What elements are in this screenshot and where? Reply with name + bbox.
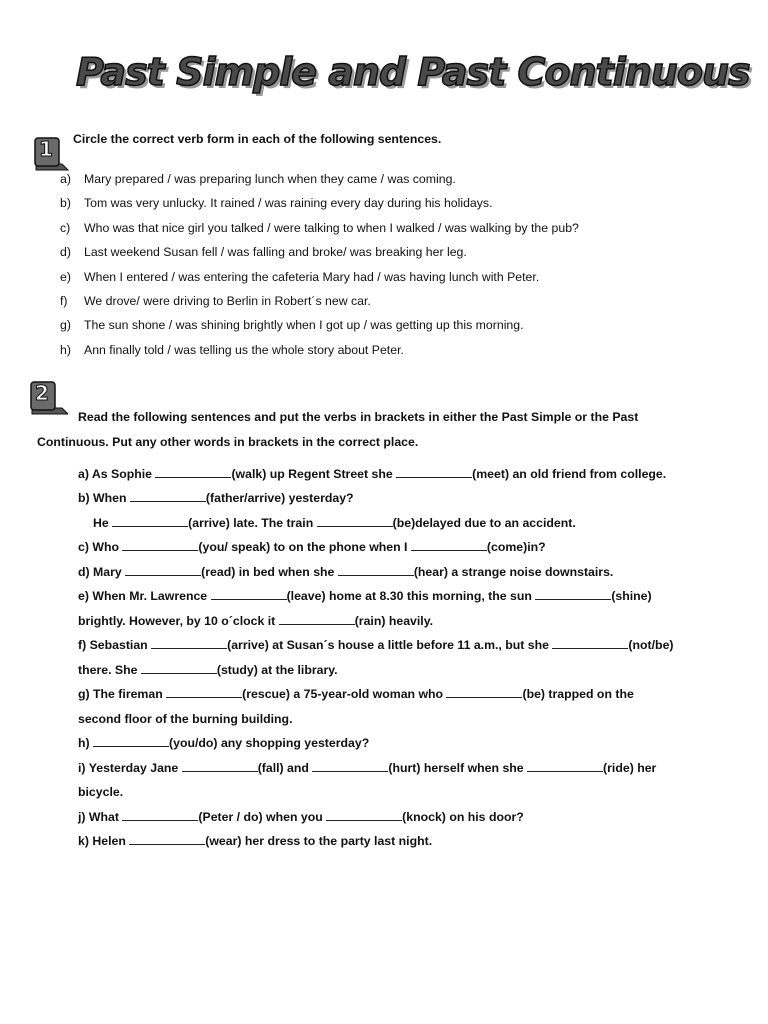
sentence-text: (ride) her [603, 761, 657, 775]
sentence-text: k) Helen [78, 834, 130, 848]
item-letter: g) [60, 318, 71, 333]
answer-blank[interactable] [312, 760, 388, 772]
answer-blank[interactable] [396, 466, 472, 478]
sentence-text: (come)in? [486, 540, 546, 554]
sentence-text: (arrive) at Susan´s house a little before 11 a.m., but she [227, 638, 553, 652]
exercise-1-number-badge [32, 132, 72, 172]
exercise-2-line [78, 760, 656, 776]
exercise-2-line [78, 588, 652, 604]
exercise-1-item [60, 342, 404, 358]
sentence-text: (shine) [611, 589, 652, 603]
exercise-2-line [78, 735, 369, 751]
sentence-text: brightly. However, by 10 o´clock it [78, 614, 279, 628]
exercise-2-number-badge [28, 376, 68, 416]
item-letter: b) [60, 196, 71, 211]
item-sentence[interactable]: We drove/ were driving to Berlin in Robert´s new car. [84, 294, 371, 308]
sentence-text: (you/ speak) to on the phone when I [198, 540, 411, 554]
exercise-2-line [78, 466, 666, 482]
item-sentence[interactable]: Tom was very unlucky. It rained / was raining every day during his holidays. [84, 196, 493, 211]
answer-blank[interactable] [155, 466, 231, 478]
answer-blank[interactable] [527, 760, 603, 772]
sentence-text: g) The fireman [78, 687, 167, 701]
page-title: Past Simple and Past Continuous [76, 50, 750, 94]
exercise-2-line [78, 637, 674, 653]
item-letter: d) [60, 245, 71, 260]
sentence-text: (fall) and [257, 761, 313, 775]
answer-blank[interactable] [446, 686, 522, 698]
sentence-text: (rescue) a 75-year-old woman who [242, 687, 447, 701]
answer-blank[interactable] [326, 809, 402, 821]
item-letter: a) [60, 172, 71, 186]
sentence-text: j) What [78, 810, 123, 824]
sentence-text: i) Yesterday Jane [78, 761, 182, 775]
sentence-text: (arrive) late. The train [188, 516, 317, 530]
answer-blank[interactable] [129, 833, 205, 845]
answer-blank[interactable] [93, 735, 169, 747]
answer-blank[interactable] [552, 637, 628, 649]
answer-blank[interactable] [317, 515, 393, 527]
answer-blank[interactable] [141, 662, 217, 674]
sentence-text: c) Who [78, 540, 123, 554]
sentence-text: f) Sebastian [78, 638, 152, 652]
exercise-2-line [78, 490, 354, 506]
answer-blank[interactable] [411, 539, 487, 551]
answer-blank[interactable] [211, 588, 287, 600]
sentence-text: (you/do) any shopping yesterday? [169, 736, 370, 750]
sentence-text: (walk) up Regent Street she [231, 467, 397, 481]
exercise-1-instruction: Circle the correct verb form in each of the following sentences. [73, 132, 442, 146]
sentence-text: b) When [78, 491, 130, 505]
sentence-text: d) Mary [78, 565, 126, 579]
sentence-text: (wear) her dress to the party last night. [205, 834, 433, 848]
exercise-1-item [60, 293, 371, 309]
exercise-1-item [60, 220, 579, 236]
exercise-2-instruction-line-2: Continuous. Put any other words in brackets in the correct place. [37, 435, 419, 449]
sentence-text: (study) at the library. [216, 663, 338, 677]
sentence-text: (rain) heavily. [354, 614, 434, 628]
answer-blank[interactable] [125, 564, 201, 576]
sentence-text: (father/arrive) yesterday? [205, 491, 354, 505]
sentence-text: (leave) home at 8.30 this morning, the sun [286, 589, 536, 603]
item-sentence[interactable]: Last weekend Susan fell / was falling and broke/ was breaking her leg. [84, 245, 467, 260]
answer-blank[interactable] [130, 490, 206, 502]
exercise-2-line [93, 515, 576, 531]
exercise-1-number: 1 [39, 137, 53, 161]
item-sentence[interactable]: Who was that nice girl you talked / were talking to when I walked / was walking by the pub? [84, 220, 579, 235]
exercise-2-line [78, 564, 613, 580]
exercise-1-item [60, 195, 493, 211]
item-sentence[interactable]: Ann finally told / was telling us the whole story about Peter. [84, 342, 404, 357]
item-letter: h) [60, 342, 71, 357]
answer-blank[interactable] [535, 588, 611, 600]
exercise-2-line [78, 686, 634, 702]
item-sentence[interactable]: Mary prepared / was preparing lunch when they came / was coming. [84, 172, 456, 186]
exercise-2-line [78, 809, 524, 825]
sentence-text: (hear) a strange noise downstairs. [413, 565, 614, 579]
sentence-text: there. She [78, 663, 141, 677]
exercise-2-line [78, 784, 123, 800]
sentence-text: (be) trapped on the [522, 687, 634, 701]
answer-blank[interactable] [122, 809, 198, 821]
exercise-2-line [78, 833, 432, 849]
sentence-text: e) When Mr. Lawrence [78, 589, 211, 603]
exercise-1-item [60, 244, 467, 260]
item-letter: c) [60, 220, 71, 235]
sentence-text: second floor of the burning building. [78, 712, 293, 726]
sentence-text: (Peter / do) when you [198, 810, 327, 824]
answer-blank[interactable] [112, 515, 188, 527]
item-sentence[interactable]: When I entered / was entering the cafeteria Mary had / was having lunch with Peter. [84, 269, 540, 284]
exercise-2-number: 2 [35, 381, 49, 405]
exercise-1-item [60, 171, 456, 187]
sentence-text: He [93, 516, 113, 530]
sentence-text: h) [78, 736, 94, 750]
sentence-text: (meet) an old friend from college. [472, 467, 667, 481]
item-letter: f) [60, 294, 68, 308]
sentence-text: (hurt) herself when she [388, 761, 528, 775]
answer-blank[interactable] [279, 613, 355, 625]
exercise-2-line [78, 662, 338, 678]
answer-blank[interactable] [182, 760, 258, 772]
exercise-2-line [78, 711, 293, 727]
answer-blank[interactable] [151, 637, 227, 649]
exercise-1-item [60, 269, 539, 285]
item-sentence[interactable]: The sun shone / was shining brightly when I got up / was getting up this morning. [84, 318, 524, 333]
exercise-1-item [60, 317, 524, 333]
sentence-text: (be)delayed due to an accident. [392, 516, 576, 530]
sentence-text: (read) in bed when she [201, 565, 338, 579]
exercise-2-line [78, 613, 433, 629]
answer-blank[interactable] [122, 539, 198, 551]
answer-blank[interactable] [166, 686, 242, 698]
sentence-text: a) As Sophie [78, 467, 156, 481]
exercise-2-instruction-line-1: Read the following sentences and put the verbs in brackets in either the Past Simple or the Past [78, 410, 639, 424]
answer-blank[interactable] [338, 564, 414, 576]
sentence-text: (knock) on his door? [402, 810, 524, 824]
sentence-text: (not/be) [628, 638, 674, 652]
exercise-2-line [78, 539, 546, 555]
sentence-text: bicycle. [78, 785, 124, 799]
item-letter: e) [60, 269, 71, 284]
